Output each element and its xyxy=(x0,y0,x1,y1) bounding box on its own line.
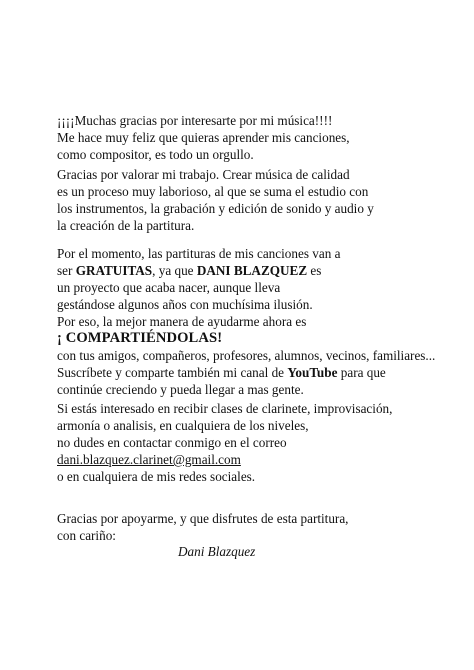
intro-paragraph xyxy=(57,112,457,163)
dani-blazquez-emphasis: DANI BLAZQUEZ xyxy=(196,263,308,278)
email-link[interactable]: dani.blazquez.clarinet@gmail.com xyxy=(57,452,241,467)
classes-line-1: Si estás interesado en recibir clases de clarinete, improvisación, xyxy=(57,401,393,416)
signature-name: Dani Blazquez xyxy=(178,544,256,559)
free-line-8-part-c: para que xyxy=(337,365,386,380)
intro-line-3: como compositor, es todo un orgullo. xyxy=(57,147,254,162)
thanks-paragraph xyxy=(57,166,457,234)
thanks-line-3: los instrumentos, la grabación y edición de sonido y audio y xyxy=(57,201,374,216)
thanks-line-2: es un proceso muy laborioso, al que se suma el estudio con xyxy=(57,184,369,199)
gratuitas-emphasis: GRATUITAS xyxy=(75,263,153,278)
free-line-8-part-a: Suscríbete y comparte también mi canal de xyxy=(57,365,288,380)
classes-line-3: no dudes en contactar conmigo en el correo xyxy=(57,435,287,450)
free-line-2 xyxy=(57,262,457,279)
free-line-3: un proyecto que acaba nacer, aunque lleva xyxy=(57,280,281,295)
intro-line-2: Me hace muy feliz que quieras aprender mis canciones, xyxy=(57,130,350,145)
closing-line-1: Gracias por apoyarme, y que disfrutes de esta partitura, xyxy=(57,511,349,526)
compartiendolas-heading: ¡ COMPARTIÉNDOLAS! xyxy=(57,330,223,346)
classes-line-2: armonía o analisis, en cualquiera de los niveles, xyxy=(57,418,309,433)
free-line-1: Por el momento, las partituras de mis canciones van a xyxy=(57,246,341,261)
classes-line-5: o en cualquiera de mis redes sociales. xyxy=(57,469,256,484)
email-line xyxy=(57,451,457,468)
free-scores-paragraph xyxy=(57,245,457,398)
intro-line-1: ¡¡¡¡Muchas gracias por interesarte por mi música!!!! xyxy=(57,113,333,128)
free-line-5: Por eso, la mejor manera de ayudarme ahora es xyxy=(57,314,307,329)
free-line-4: gestándose algunos años con muchísima ilusión. xyxy=(57,297,313,312)
free-line-2-part-e: es xyxy=(307,263,322,278)
closing-line-2: con cariño: xyxy=(57,528,116,543)
thanks-line-4: la creación de la partitura. xyxy=(57,218,195,233)
closing-paragraph xyxy=(57,510,457,544)
free-line-7: con tus amigos, compañeros, profesores, alumnos, vecinos, familiares... xyxy=(57,348,436,363)
free-line-2-part-a: ser xyxy=(57,263,76,278)
thanks-line-1: Gracias por valorar mi trabajo. Crear música de calidad xyxy=(57,167,350,182)
free-line-9: continúe creciendo y pueda llegar a mas gente. xyxy=(57,382,304,397)
youtube-emphasis: YouTube xyxy=(287,365,338,380)
free-line-8 xyxy=(57,364,457,381)
free-line-2-part-c: , ya que xyxy=(152,263,197,278)
classes-paragraph xyxy=(57,400,457,485)
